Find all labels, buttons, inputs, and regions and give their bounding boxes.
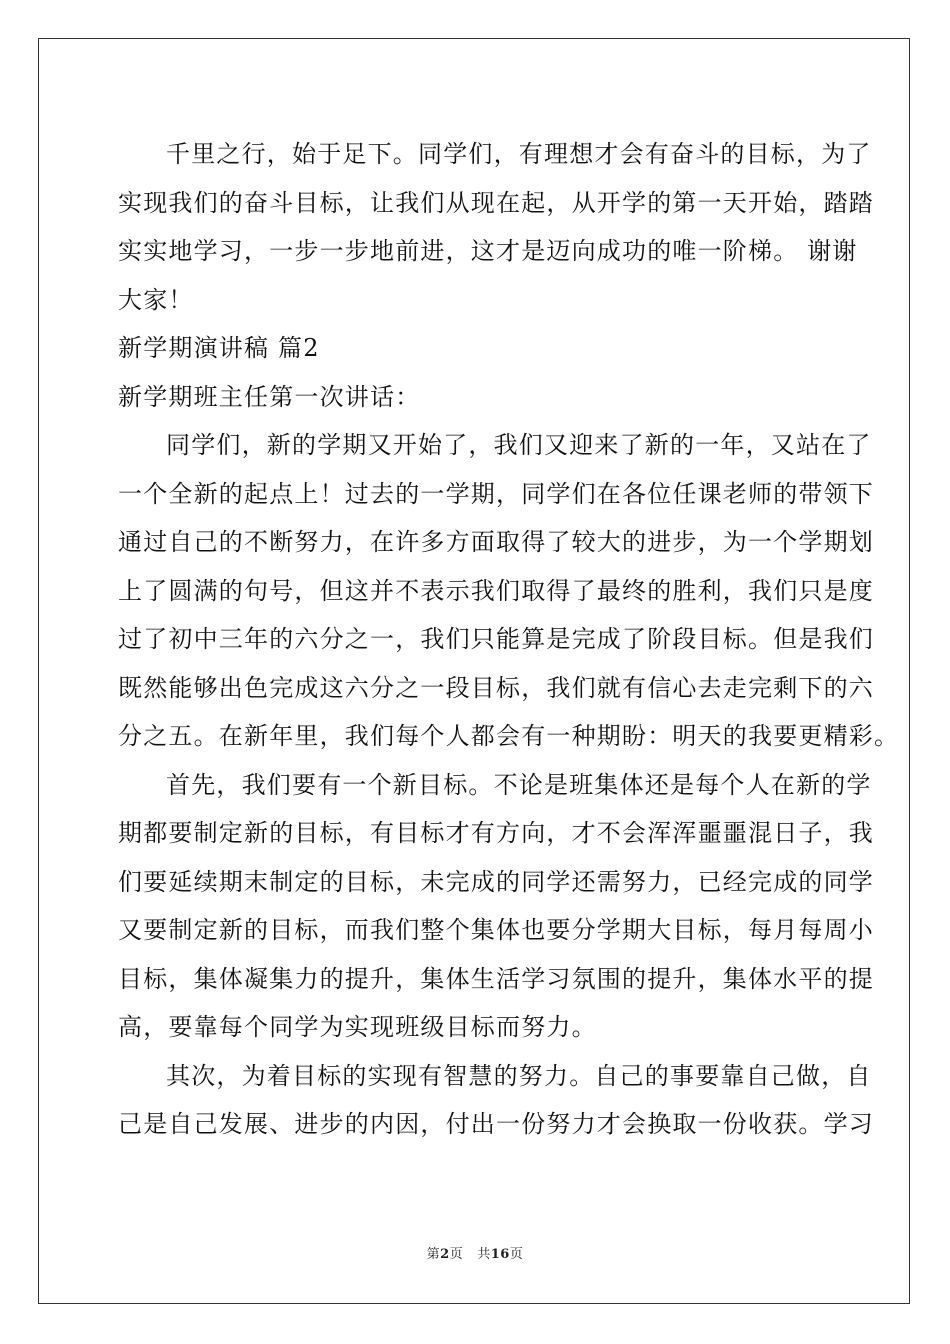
text-line: 通过自己的不断努力，在许多方面取得了较大的进步，为一个学期划 [118, 528, 874, 556]
text-line: 们要延续期末制定的目标，未完成的同学还需努力，已经完成的同学 [118, 867, 874, 896]
document-body [118, 130, 900, 1149]
text-line: 高，要靠每个同学为实现班级目标而努力。 [118, 1013, 597, 1041]
text-line: 同学们，新的学期又开始了，我们又迎来了新的一年，又站在了 [166, 431, 872, 459]
text-line: 其次，为着目标的实现有智慧的努力。自己的事要靠自己做，自 [166, 1061, 872, 1090]
text-line: 过了初中三年的六分之一，我们只能算是完成了阶段目标。但是我们 [118, 625, 874, 653]
text-line: 实实地学习，一步一步地前进，这才是迈向成功的唯一阶梯。 谢谢 [118, 237, 858, 265]
text-line: 上了圆满的句号，但这并不表示我们取得了最终的胜利，我们只是度 [118, 576, 874, 605]
page-suffix: 页 [449, 1247, 464, 1262]
text-line: 分之五。在新年里，我们每个人都会有一种期盼：明天的我要更精彩。 [118, 722, 900, 750]
text-line: 己是自己发展、进步的内因，付出一份努力才会换取一份收获。学习 [118, 1110, 874, 1138]
total-prefix: 共 [477, 1247, 491, 1262]
text-line: 千里之行，始于足下。同学们，有理想才会有奋斗的目标，为了 [166, 140, 872, 168]
text-line: 目标，集体凝集力的提升，集体生活学习氛围的提升，集体水平的提 [118, 964, 874, 993]
speech-title: 新学期班主任第一次讲话： [118, 382, 421, 411]
total-pages: 16 [490, 1247, 510, 1262]
text-line: 期都要制定新的目标，有目标才有方向，才不会浑浑噩噩混日子，我 [118, 819, 874, 847]
text-line: 首先，我们要有一个新目标。不论是班集体还是每个人在新的学 [166, 770, 872, 799]
text-line: 既然能够出色完成这六分之一段目标，我们就有信心去走完剩下的六 [118, 673, 874, 702]
text-line: 一个全新的起点上！过去的一学期，同学们在各位任课老师的带领下 [118, 479, 874, 508]
text-line: 实现我们的奋斗目标，让我们从现在起，从开学的第一天开始，踏踏 [118, 188, 874, 217]
text-line: 又要制定新的目标，而我们整个集体也要分学期大目标，每月每周小 [118, 916, 874, 944]
page-prefix: 第 [426, 1247, 441, 1262]
page-number: 2 [440, 1247, 450, 1262]
section-heading: 新学期演讲稿 篇2 [118, 334, 320, 362]
page-footer [0, 1243, 950, 1262]
text-line: 大家！ [118, 285, 194, 314]
total-suffix: 页 [509, 1247, 524, 1262]
